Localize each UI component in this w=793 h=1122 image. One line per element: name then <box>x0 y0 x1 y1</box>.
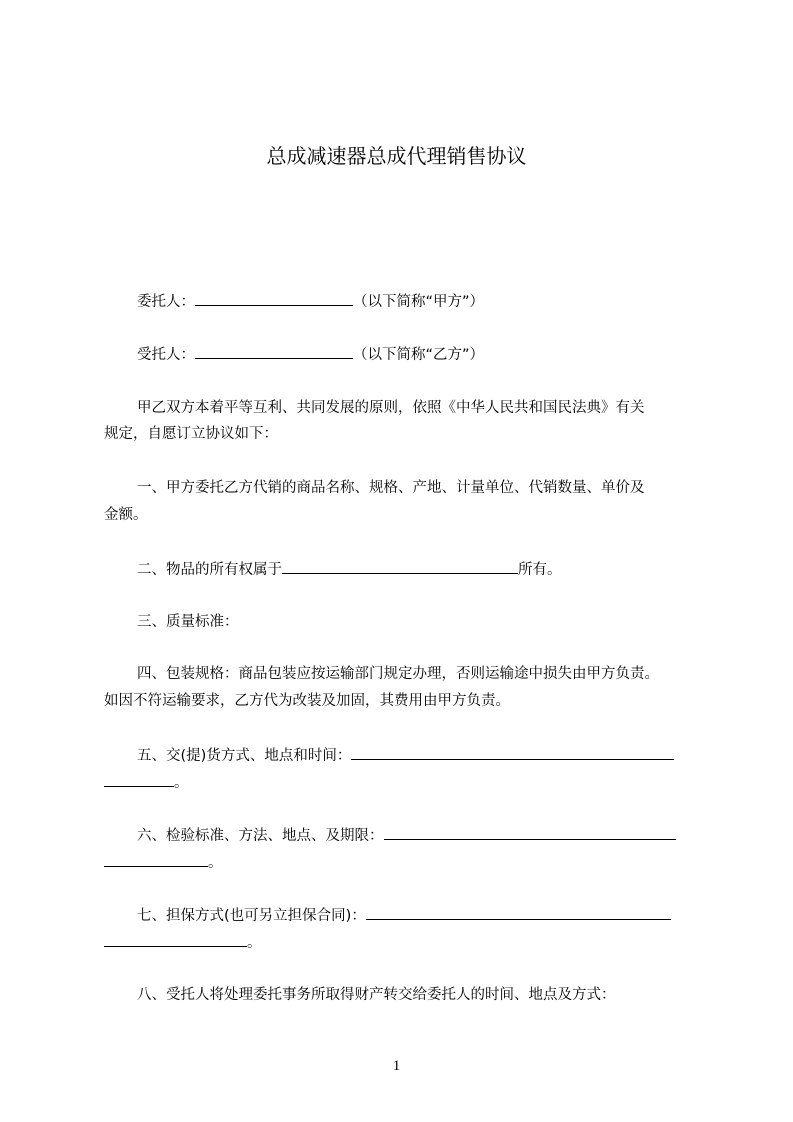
clause-6-end: 。 <box>208 855 223 871</box>
clause-5-line-2 <box>104 772 189 793</box>
principal-label: 委托人： <box>137 294 195 310</box>
clause-6-line-2 <box>104 852 223 873</box>
owner-blank[interactable] <box>282 559 518 574</box>
clause-2-line <box>137 559 562 580</box>
agent-note: （以下简称“乙方”） <box>353 347 485 363</box>
delivery-blank-1[interactable] <box>351 745 674 760</box>
clause-2-suffix: 所有。 <box>518 562 562 578</box>
clause-8-line: 八、受托人将处理委托事务所取得财产转交给委托人的时间、地点及方式： <box>137 987 616 1003</box>
clause-7-line-1 <box>137 905 671 926</box>
principal-note: （以下简称“甲方”） <box>353 294 485 310</box>
intro-line-2: 规定，自愿订立协议如下： <box>104 426 278 442</box>
clause-5-line-1 <box>137 745 674 766</box>
page-number: 1 <box>392 1058 401 1074</box>
clause-5-text: 五、交(提)货方式、地点和时间： <box>137 748 352 764</box>
clause-1-line-1: 一、甲方委托乙方代销的商品名称、规格、产地、计量单位、代销数量、单价及 <box>137 480 645 496</box>
clause-6-text: 六、检验标准、方法、地点、及期限： <box>137 828 384 844</box>
delivery-blank-2[interactable] <box>104 772 174 787</box>
guarantee-blank-2[interactable] <box>104 932 247 947</box>
agent-line <box>137 344 484 365</box>
clause-6-line-1 <box>137 825 676 846</box>
agent-blank[interactable] <box>195 344 353 359</box>
agent-label: 受托人： <box>137 347 195 363</box>
guarantee-blank-1[interactable] <box>366 905 671 920</box>
principal-blank[interactable] <box>195 291 353 306</box>
clause-4-line-2: 如因不符运输要求，乙方代为改装及加固，其费用由甲方负责。 <box>104 693 510 709</box>
inspection-blank-1[interactable] <box>384 825 676 840</box>
clause-7-text: 七、担保方式(也可另立担保合同)： <box>137 908 366 924</box>
clause-3-line: 三、质量标准： <box>137 614 239 630</box>
document-title: 总成减速器总成代理销售协议 <box>266 144 527 168</box>
clause-1-line-2: 金额。 <box>104 507 148 523</box>
clause-7-line-2 <box>104 932 262 953</box>
clause-7-end: 。 <box>247 935 262 951</box>
principal-line <box>137 291 484 312</box>
clause-4-line-1: 四、包装规格：商品包装应按运输部门规定办理，否则运输途中损失由甲方负责。 <box>137 666 659 682</box>
clause-5-end: 。 <box>174 775 189 791</box>
inspection-blank-2[interactable] <box>104 852 208 867</box>
clause-2-prefix: 二、物品的所有权属于 <box>137 562 282 578</box>
intro-line-1: 甲乙双方本着平等互利、共同发展的原则，依照《中华人民共和国民法典》有关 <box>137 400 645 416</box>
